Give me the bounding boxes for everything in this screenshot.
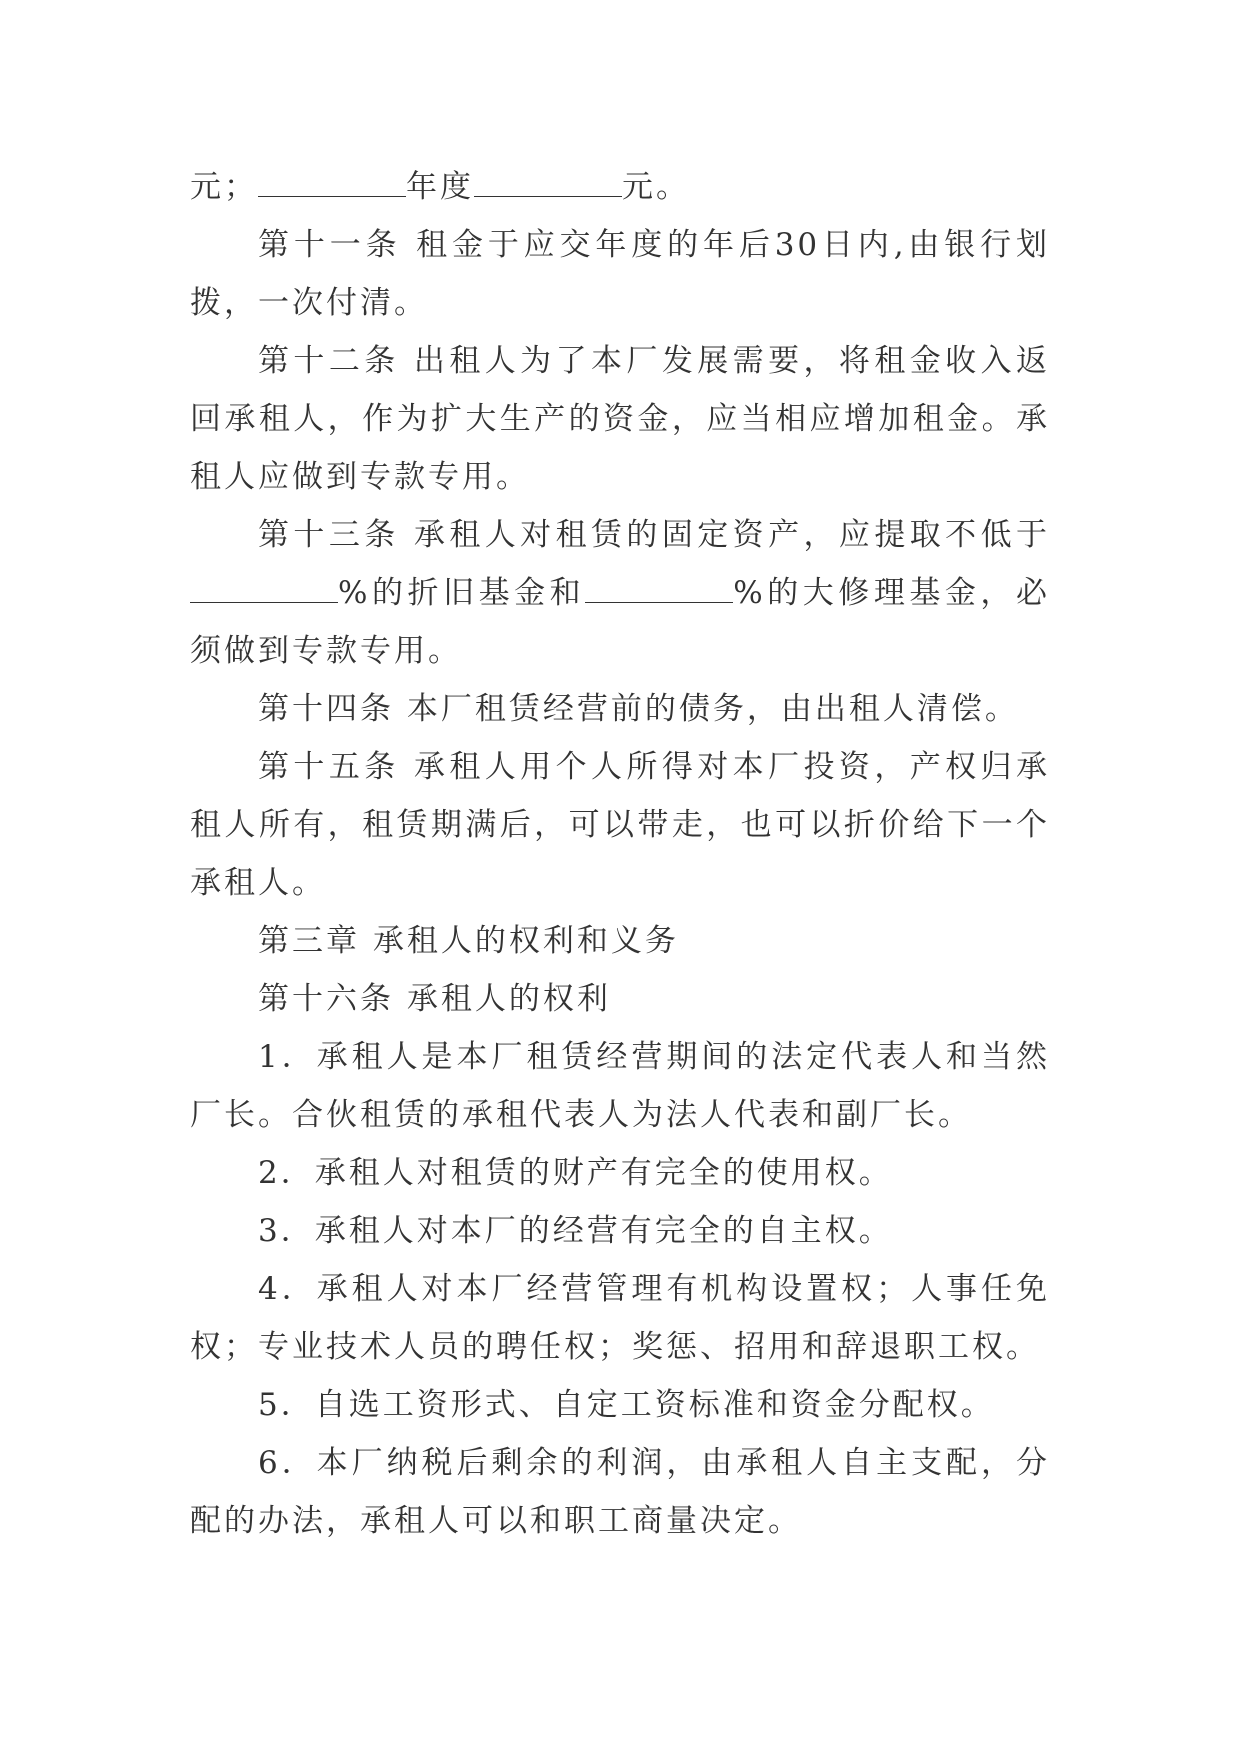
paragraph-text: 元。 xyxy=(622,169,690,205)
list-item-1: 1．承租人是本厂租赁经营期间的法定代表人和当然厂长。合伙租赁的承租代表人为法人代表和副厂长。 xyxy=(190,1039,1050,1133)
chapter-3-heading: 第三章 承租人的权利和义务 xyxy=(258,923,679,959)
paragraph-text: 元； xyxy=(190,169,258,205)
paragraph-text: %的折旧基金和 xyxy=(338,575,586,611)
list-item-3: 3．承租人对本厂的经营有完全的自主权。 xyxy=(258,1213,893,1249)
list-item-5: 5．自选工资形式、自定工资标准和资金分配权。 xyxy=(258,1387,995,1423)
article-12: 第十二条 出租人为了本厂发展需要，将租金收入返回承租人，作为扩大生产的资金，应当相应增加租金。承租人应做到专款专用。 xyxy=(190,343,1050,495)
paragraph-rent-amounts xyxy=(190,158,1050,216)
article-13 xyxy=(190,506,1050,680)
list-item-2: 2．承租人对租赁的财产有完全的使用权。 xyxy=(258,1155,893,1191)
document-body xyxy=(190,158,1050,1550)
fill-in-blank xyxy=(474,172,622,197)
article-15: 第十五条 承租人用个人所得对本厂投资，产权归承租人所有，租赁期满后，可以带走，也可以折价给下一个承租人。 xyxy=(190,749,1050,901)
list-item-6: 6．本厂纳税后剩余的利润，由承租人自主支配，分配的办法，承租人可以和职工商量决定。 xyxy=(190,1445,1050,1539)
paragraph-text: %的大修理基金，必须做到专款专用。 xyxy=(190,575,1050,669)
fill-in-blank xyxy=(585,578,733,603)
article-14: 第十四条 本厂租赁经营前的债务，由出租人清偿。 xyxy=(258,691,1019,727)
fill-in-blank xyxy=(190,578,338,603)
list-item-4: 4．承租人对本厂经营管理有机构设置权；人事任免权；专业技术人员的聘任权；奖惩、招用和辞退职工权。 xyxy=(190,1271,1050,1365)
article-16-heading: 第十六条 承租人的权利 xyxy=(258,981,611,1017)
paragraph-text: 年度 xyxy=(406,169,474,205)
fill-in-blank xyxy=(258,172,406,197)
paragraph-text: 第十三条 承租人对租赁的固定资产，应提取不低于 xyxy=(258,517,1050,553)
article-11: 第十一条 租金于应交年度的年后30日内,由银行划拨，一次付清。 xyxy=(190,227,1050,321)
